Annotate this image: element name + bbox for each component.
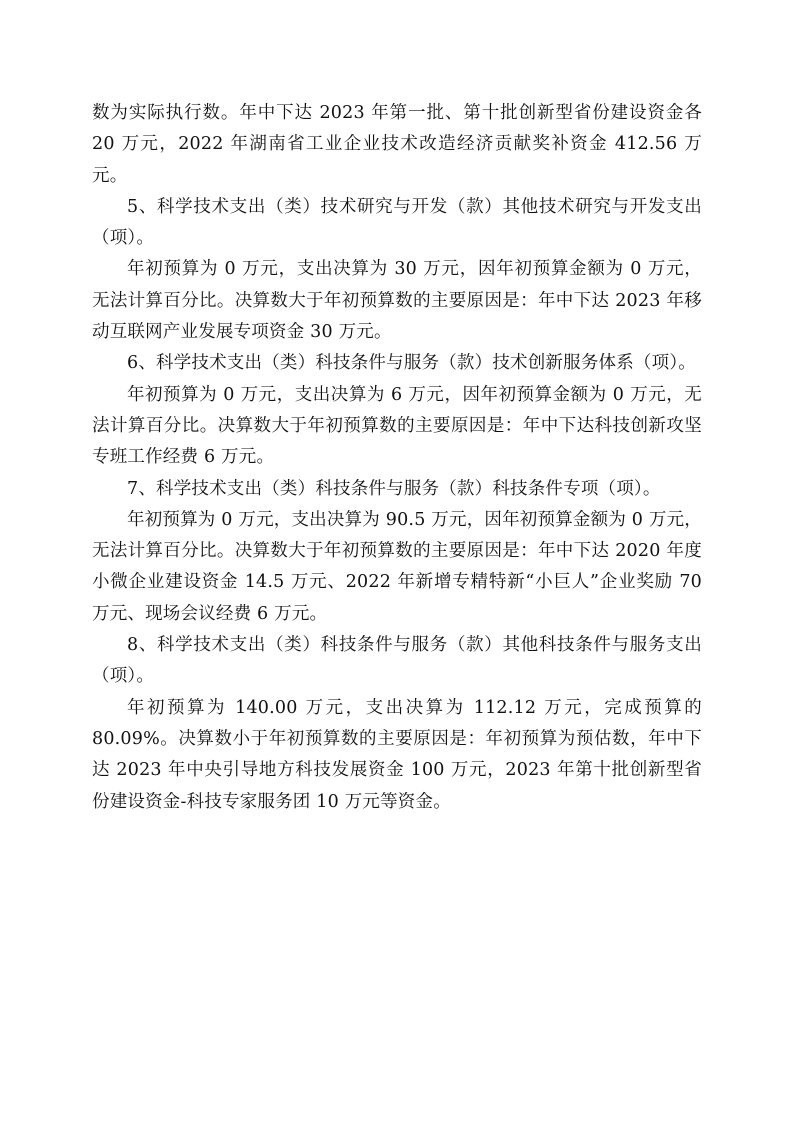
heading-item-8: 8、科学技术支出（类）科技条件与服务（款）其他科技条件与服务支出（项）。 xyxy=(92,635,702,687)
heading-item-7: 7、科学技术支出（类）科技条件与服务（款）科技条件专项（项）。 xyxy=(127,478,661,499)
paragraph-continuation: 数为实际执行数。年中下达 2023 年第一批、第十批创新型省份建设资金各 20 万元，2022 年湖南省工业企业技术改造经济贡献奖补资金 412.56 万元。 xyxy=(92,103,702,186)
heading-item-5: 5、科学技术支出（类）技术研究与开发（款）其他技术研究与开发支出（项）。 xyxy=(92,196,702,249)
paragraph-item-8: 年初预算为 140.00 万元，支出决算为 112.12 万元，完成预算的 80.09%。决算数小于年初预算数的主要原因是：年初预算为预估数，年中下达 2023 年中央引导地方科技发展资金 100 万元，2023 年第十批创新型省份建设资金-科技专家服务团 10 万元等资金。 xyxy=(92,697,702,812)
paragraph-item-7: 年初预算为 0 万元，支出决算为 90.5 万元，因年初预算金额为 0 万元，无法计算百分比。决算数大于年初预算数的主要原因是：年中下达 2020 年度小微企业建设资金 14.5 万元、2022 年新增专精特新“小巨人”企业奖励 70 万元、现场会议经费 6 万元。 xyxy=(92,509,702,624)
document-body xyxy=(92,98,702,818)
heading-item-6: 6、科学技术支出（类）科技条件与服务（款）技术创新服务体系（项）。 xyxy=(127,353,696,374)
paragraph-item-6: 年初预算为 0 万元，支出决算为 6 万元，因年初预算金额为 0 万元，无法计算百分比。决算数大于年初预算数的主要原因是：年中下达科技创新攻坚专班工作经费 6 万元。 xyxy=(92,384,702,468)
paragraph-item-5: 年初预算为 0 万元，支出决算为 30 万元，因年初预算金额为 0 万元，无法计算百分比。决算数大于年初预算数的主要原因是：年中下达 2023 年移动互联网产业发展专项资金 30 万元。 xyxy=(92,259,702,343)
